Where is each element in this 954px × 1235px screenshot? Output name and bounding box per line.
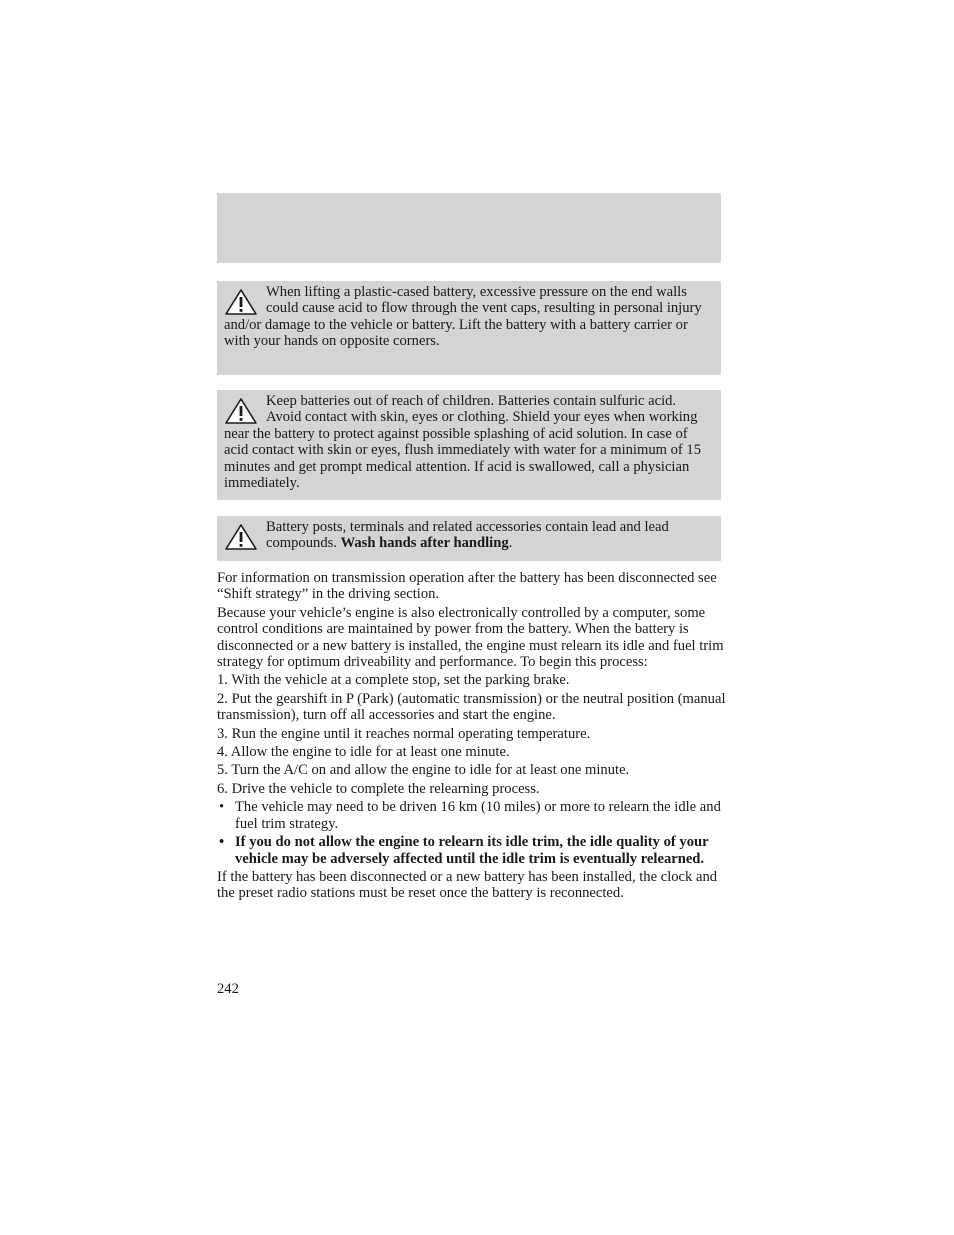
warning-text: Battery posts, terminals and related accessories contain lead and lead compounds. Wash hands after handling. bbox=[266, 519, 669, 552]
main-content bbox=[217, 570, 727, 904]
step-item: 1. With the vehicle at a complete stop, set the parking brake. bbox=[217, 672, 570, 689]
step-item: 5. Turn the A/C on and allow the engine to idle for at least one minute. bbox=[217, 762, 630, 779]
warning-box-lead bbox=[217, 516, 721, 561]
step-item: 6. Drive the vehicle to complete the relearning process. bbox=[217, 780, 540, 797]
bullet-marker: • bbox=[219, 834, 225, 851]
warning-triangle-icon bbox=[224, 397, 258, 425]
bullet-marker: • bbox=[219, 799, 225, 816]
warning-text: Keep batteries out of reach of children. Batteries contain sulfuric acid. Avoid contact with skin, eyes or clothing. Shield your eyes when working near the battery to protect against possible splashing of acid solution. In case of acid contact with skin or eyes, flush immediately with water for a minimum of 15 minutes and get prompt medical attention. If acid is swallowed, call a physician immediately. bbox=[224, 393, 702, 492]
warning-text: When lifting a plastic-cased battery, excessive pressure on the end walls could cause acid to flow through the vent caps, resulting in personal injury and/or damage to the vehicle or battery. Lift the battery with a battery carrier or with your hands on opposite corners. bbox=[224, 284, 702, 350]
warning-triangle-icon bbox=[224, 523, 258, 551]
page-number: 242 bbox=[217, 981, 239, 997]
bullet-item: • The vehicle may need to be driven 16 km (10 miles) or more to relearn the idle and fuel trim strategy. bbox=[219, 799, 721, 832]
bullet-item-emphasis: • If you do not allow the engine to relearn its idle trim, the idle quality of your vehicle may be adversely affected until the idle trim is eventually relearned. bbox=[219, 834, 709, 867]
warning-box-children bbox=[217, 390, 721, 500]
warning-triangle-icon bbox=[224, 288, 258, 316]
warning-box-lifting bbox=[217, 281, 721, 375]
step-item: 4. Allow the engine to idle for at least one minute. bbox=[217, 744, 510, 761]
section-header-band bbox=[217, 193, 721, 263]
paragraph-reset-clock: If the battery has been disconnected or a new battery has been installed, the clock and the preset radio stations must be reset once the battery is reconnected. bbox=[217, 868, 718, 902]
step-item: 3. Run the engine until it reaches normal operating temperature. bbox=[217, 725, 591, 742]
warning-emphasis: Wash hands after handling bbox=[340, 535, 509, 552]
paragraph-relearn-intro: Because your vehicle’s engine is also electronically controlled by a computer, some control conditions are maintained by power from the battery. When the battery is disconnected or a new battery is installed, the engine must relearn its idle and fuel trim strategy for optimum driveability and performance. To begin this process: bbox=[217, 604, 724, 671]
step-item: 2. Put the gearshift in P (Park) (automatic transmission) or the neutral position (manual transmission), turn off all accessories and start the engine. bbox=[217, 690, 726, 724]
paragraph-shift-strategy: For information on transmission operation after the battery has been disconnected see “Shift strategy” in the driving section. bbox=[217, 570, 717, 603]
